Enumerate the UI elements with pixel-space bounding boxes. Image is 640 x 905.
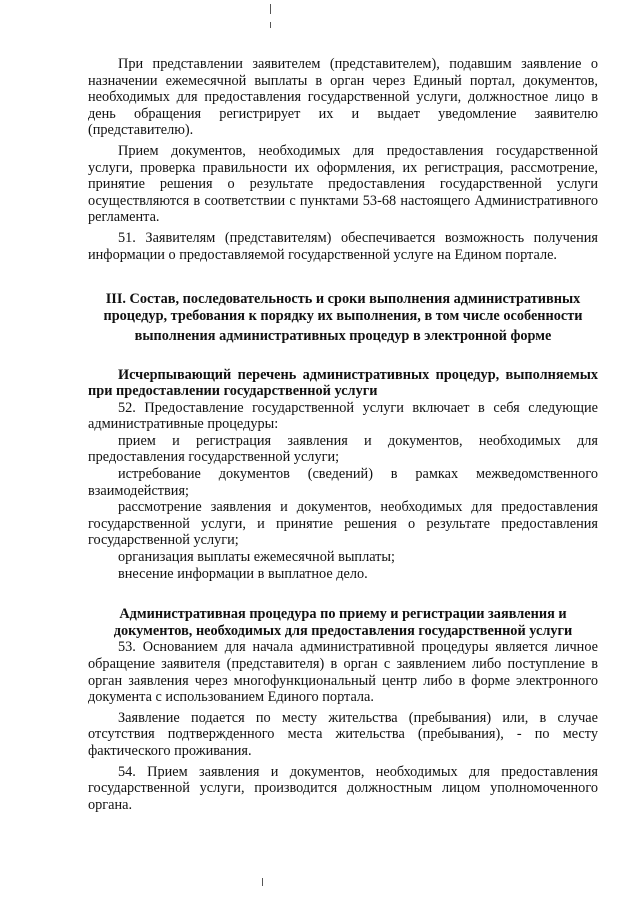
paragraph-1: При представлении заявителем (представителем), подавшим заявление о назначении ежемесячной выплаты в орган через Единый портал, документов, необходимых для предоставления государственной услуги, должностное лицо в день обращения регистрирует их и выдает уведомление заявителю (представителю). [88, 56, 598, 139]
scan-mark [262, 878, 263, 886]
subsection-heading-procedures-list: Исчерпывающий перечень административных процедур, выполняемых при предоставлении государственной услуги [88, 366, 598, 400]
paragraph-3: 51. Заявителям (представителям) обеспечивается возможность получения информации о предоставляемой государственной услуге на Едином портале. [88, 229, 598, 263]
paragraph-53: 53. Основанием для начала административной процедуры является личное обращение заявителя (представителя) в орган с заявлением либо поступление в орган заявления через многофункциональный центр либо в форме электронного документа с использованием Единого портала. [88, 639, 598, 706]
section-title: III. Состав, последовательность и сроки выполнения административных процедур, требования к порядку их выполнения, в том числе особенности [103, 291, 583, 324]
list-item: организация выплаты ежемесячной выплаты; [118, 549, 396, 566]
scan-mark [270, 22, 271, 28]
paragraph-52: 52. Предоставление государственной услуги включает в себя следующие административные процедуры: [88, 399, 598, 433]
list-item: истребование документов (сведений) в рамках межведомственного взаимодействия; [88, 466, 598, 499]
paragraph-residence: Заявление подается по месту жительства (пребывания) или, в случае отсутствия подтвержденного места жительства (пребывания), - по месту фактического проживания. [88, 709, 598, 759]
list-item: рассмотрение заявления и документов, необходимых для предоставления государственной услуги, и принятие решения о результате предоставления государственной услуги; [88, 499, 598, 549]
list-item: прием и регистрация заявления и документов, необходимых для предоставления государственной услуги; [88, 432, 598, 466]
scan-mark [270, 4, 271, 14]
section-title-line-last: выполнения административных процедур в электронной форме [134, 327, 552, 344]
paragraph-54: 54. Прием заявления и документов, необходимых для предоставления государственной услуги, производится должностным лицом уполномоченного органа. [88, 763, 598, 813]
list-item: внесение информации в выплатное дело. [118, 565, 368, 582]
subsection-heading-reception: Административная процедура по приему и регистрации заявления и документов, необходимых для предоставления государственной услуги [113, 606, 573, 639]
paragraph-2: Прием документов, необходимых для предоставления государственной услуги, проверка правильности их оформления, их регистрация, рассмотрение, принятие решения о результате предоставления государственной услуги осуществляются в соответствии с пунктами 53-68 настоящего Административного регламента. [88, 142, 598, 226]
document-page [88, 56, 598, 813]
